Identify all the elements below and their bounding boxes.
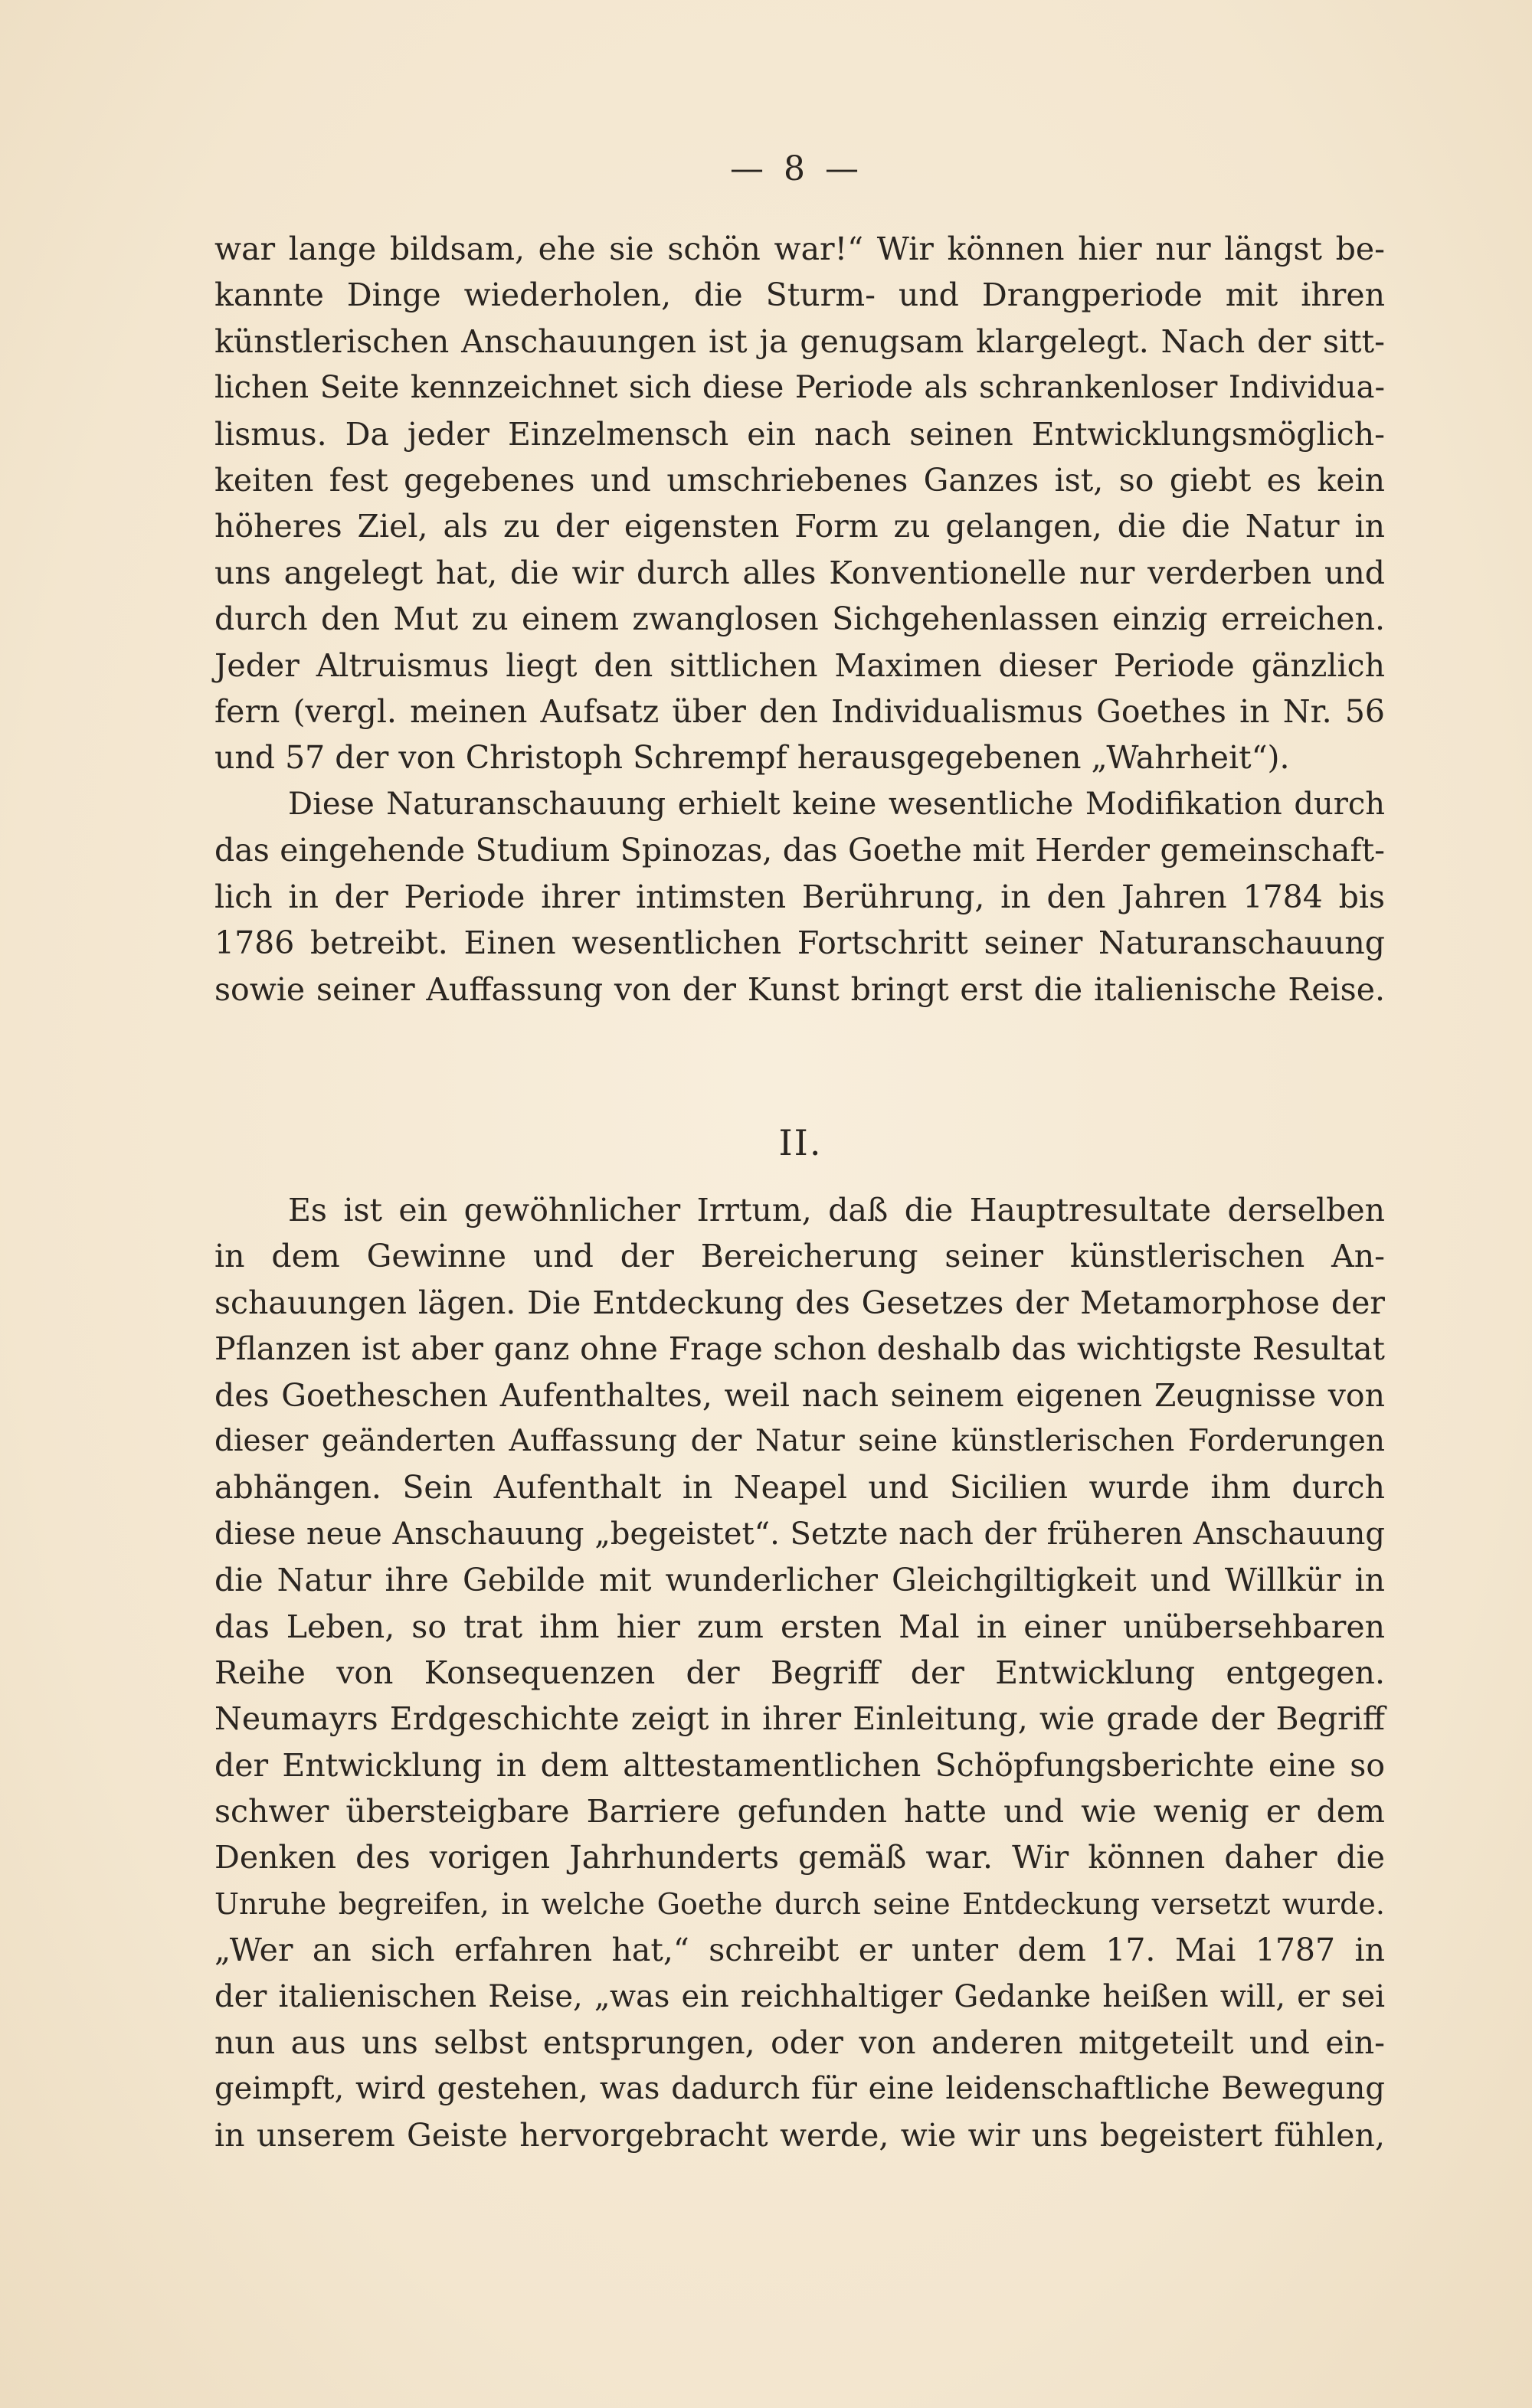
paragraph-3: [214, 1187, 1385, 2158]
text-line: lismus. Da jeder Einzelmensch ein nach seinen Entwicklungsmöglich-: [214, 415, 1385, 453]
text-line: schwer übersteigbare Barriere gefunden hatte und wie wenig er dem: [214, 1793, 1385, 1831]
text-line: dieser geänderten Auffassung der Natur seine künstlerischen Forderungen: [214, 1423, 1385, 1458]
text-line: der italienischen Reise, „was ein reichhaltiger Gedanke heißen will, er sei: [214, 1978, 1385, 2014]
text-line: diese neue Anschauung „begeistet“. Setzte nach der früheren Anschauung: [214, 1516, 1385, 1552]
text-line: uns angelegt hat, die wir durch alles Konventionelle nur verderben und: [214, 554, 1385, 591]
text-line: Diese Naturanschauung erhielt keine wesentliche Modifikation durch: [288, 787, 1385, 822]
text-line: der Entwicklung in dem alttestamentlichen Schöpfungsberichte eine so: [214, 1746, 1385, 1784]
text-line: Neumayrs Erdgeschichte zeigt in ihrer Einleitung, wie grade der Begriff: [214, 1700, 1385, 1738]
paragraph-2: [214, 781, 1385, 1013]
text-line: Unruhe begreifen, in welche Goethe durch seine Entdeckung versetzt wurde.: [214, 1886, 1385, 1921]
text-line: war lange bildsam, ehe sie schön war!“ Wir können hier nur längst be-: [214, 231, 1385, 267]
text-line: das Leben, so trat ihm hier zum ersten Mal in einer unübersehbaren: [214, 1608, 1385, 1645]
text-line: lichen Seite kennzeichnet sich diese Periode als schrankenloser Individua-: [214, 370, 1385, 406]
text-line: kannte Dinge wiederholen, die Sturm- und Drangperiode mit ihren: [214, 276, 1385, 314]
text-line: nun aus uns selbst entsprungen, oder von anderen mitgeteilt und ein-: [214, 2024, 1385, 2062]
text-line: lich in der Periode ihrer intimsten Berührung, in den Jahren 1784 bis: [214, 878, 1385, 915]
text-line: künstlerischen Anschauungen ist ja genugsam klargelegt. Nach der sitt-: [214, 322, 1385, 360]
text-line: Denken des vorigen Jahrhunderts gemäß war. Wir können daher die: [214, 1839, 1385, 1876]
text-line: durch den Mut zu einem zwanglosen Sichgehenlassen einzig erreichen.: [214, 600, 1385, 638]
text-line: Es ist ein gewöhnlicher Irrtum, daß die Hauptresultate derselben: [288, 1192, 1385, 1229]
text-line: schauungen lägen. Die Entdeckung des Gesetzes der Metamorphose der: [214, 1284, 1385, 1321]
paragraph-1: [214, 226, 1385, 781]
text-line: in unserem Geiste hervorgebracht werde, wie wir uns begeistert fühlen,: [214, 2116, 1385, 2154]
text-line: Jeder Altruismus liegt den sittlichen Maximen dieser Periode gänzlich: [214, 646, 1385, 684]
text-line: in dem Gewinne und der Bereicherung seiner künstlerischen An-: [214, 1238, 1385, 1275]
page-number: — 8 —: [730, 149, 863, 188]
section-heading: II.: [778, 1122, 823, 1163]
text-line: des Goetheschen Aufenthaltes, weil nach seinem eigenen Zeugnisse von: [214, 1376, 1385, 1414]
text-line: die Natur ihre Gebilde mit wunderlicher Gleichgiltigkeit und Willkür in: [214, 1562, 1385, 1599]
text-line: keiten fest gegebenes und umschriebenes Ganzes ist, so giebt es kein: [214, 461, 1385, 499]
text-line: abhängen. Sein Aufenthalt in Neapel und Sicilien wurde ihm durch: [214, 1469, 1385, 1507]
text-line: das eingehende Studium Spinozas, das Goethe mit Herder gemeinschaft-: [214, 832, 1385, 869]
text-line: 1786 betreibt. Einen wesentlichen Fortschritt seiner Naturanschauung: [214, 924, 1385, 962]
text-line: Reihe von Konsequenzen der Begriff der Entwicklung entgegen.: [214, 1654, 1385, 1691]
text-line: „Wer an sich erfahren hat,“ schreibt er unter dem 17. Mai 1787 in: [214, 1932, 1385, 1969]
text-line: geimpft, wird gestehen, was dadurch für eine leidenschaftliche Bewegung: [214, 2071, 1385, 2107]
text-line: fern (vergl. meinen Aufsatz über den Individualismus Goethes in Nr. 56: [214, 692, 1385, 730]
text-line: sowie seiner Auffassung von der Kunst bringt erst die italienische Reise.: [214, 970, 1385, 1008]
text-line: Pflanzen ist aber ganz ohne Frage schon deshalb das wichtigste Resultat: [214, 1330, 1385, 1368]
text-line: und 57 der von Christoph Schrempf herausgegebenen „Wahrheit“).: [214, 739, 1290, 777]
text-line: höheres Ziel, als zu der eigensten Form zu gelangen, die die Natur in: [214, 508, 1385, 545]
